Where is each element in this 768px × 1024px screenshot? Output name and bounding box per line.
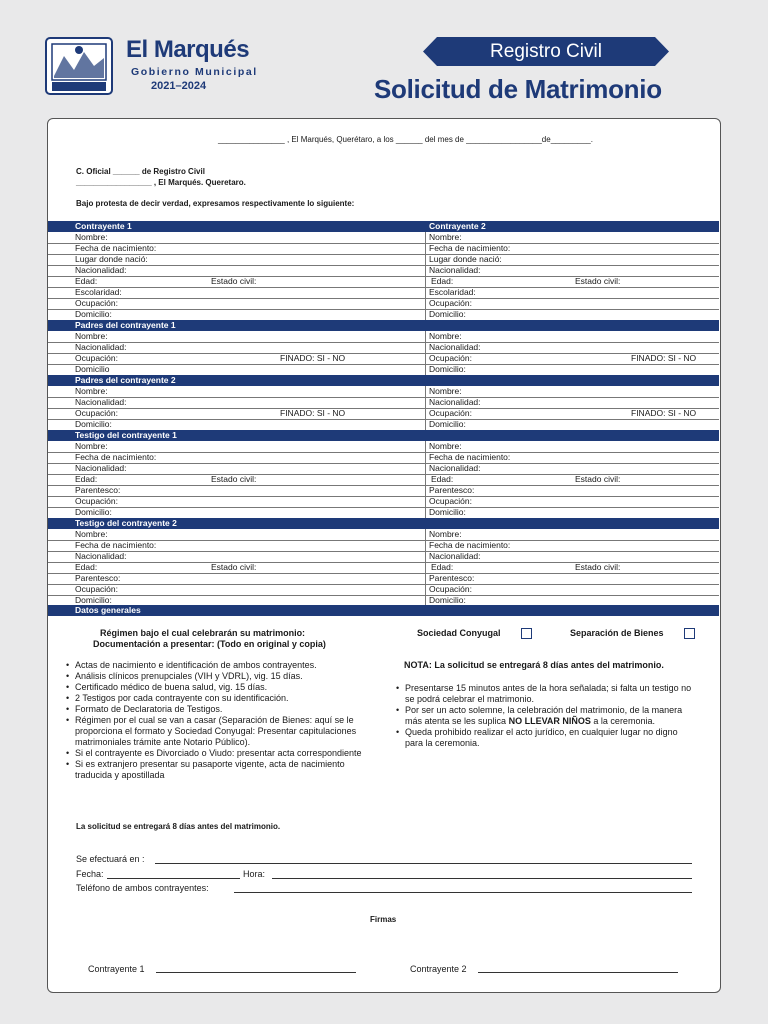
row-domicilio[interactable]: Domicilio: Domicilio: (48, 309, 719, 321)
row-nacionalidad[interactable]: Nacionalidad: Nacionalidad: (48, 265, 719, 277)
brand-name: El Marqués (126, 36, 250, 63)
list-item: • Por ser un acto solemne, la celebración del matrimonio, de la manera más atenta se les suplica NO LLEVAR NIÑOS a la ceremonia. (396, 705, 692, 727)
row-testigo2-ocupacion[interactable]: Ocupación: Ocupación: (48, 584, 719, 596)
list-item: • Actas de nacimiento e identificación de ambos contrayentes. (66, 660, 366, 671)
official-line-1[interactable]: C. Oficial ______ de Registro Civil (76, 167, 205, 176)
nota-text: NOTA: La solicitud se entregará 8 días antes del matrimonio. (404, 660, 664, 670)
row-testigo2-nacionalidad[interactable]: Nacionalidad: Nacionalidad: (48, 551, 719, 563)
telefono-field[interactable] (234, 892, 692, 893)
section-header-datos-generales: Datos generales (48, 605, 719, 616)
efectuara-field[interactable] (155, 863, 692, 864)
row-testigo2-domicilio[interactable]: Domicilio: Domicilio: (48, 595, 719, 607)
row-testigo1-nacionalidad[interactable]: Nacionalidad: Nacionalidad: (48, 463, 719, 475)
hora-field[interactable] (272, 878, 692, 879)
protest-statement: Bajo protesta de decir verdad, expresamos respectivamente lo siguiente: (76, 199, 355, 208)
list-item: • Si el contrayente es Divorciado o Viudo: presentar acta correspondiente (66, 748, 366, 759)
list-item: • 2 Testigos por cada contrayente con su identificación. (66, 693, 366, 704)
official-line-2[interactable]: _________________ , El Marqués. Queretaro. (76, 178, 246, 187)
sociedad-conyugal-label: Sociedad Conyugal (417, 628, 501, 638)
row-padres2-ocupacion[interactable]: Ocupación: FINADO: SI - NO Ocupación: FINADO: SI - NO (48, 408, 719, 420)
municipal-seal-icon (44, 36, 114, 96)
list-item: • Análisis clínicos prenupciales (VIH y VDRL), vig. 15 días. (66, 671, 366, 682)
signature-line-contrayente-2[interactable] (478, 972, 678, 973)
row-testigo2-edad[interactable]: Edad: Estado civil: Edad: Estado civil: (48, 562, 719, 574)
row-escolaridad[interactable]: Escolaridad: Escolaridad: (48, 287, 719, 299)
row-lugar-nacimiento[interactable]: Lugar donde nació: Lugar donde nació: (48, 254, 719, 266)
telefono-label: Teléfono de ambos contrayentes: (76, 883, 209, 893)
documentation-label: Documentación a presentar: (Todo en original y copia) (93, 639, 326, 649)
no-ninos-emphasis: NO LLEVAR NIÑOS (508, 716, 591, 726)
page-title: Solicitud de Matrimonio (374, 74, 662, 104)
row-testigo1-parentesco[interactable]: Parentesco: Parentesco: (48, 485, 719, 497)
signature-line-contrayente-1[interactable] (156, 972, 356, 973)
registro-civil-label: Registro Civil (490, 41, 602, 62)
section-header-contrayentes: Contrayente 1 Contrayente 2 (48, 221, 719, 232)
row-padres1-ocupacion[interactable]: Ocupación: FINADO: SI - NO Ocupación: FINADO: SI - NO (48, 353, 719, 365)
row-testigo1-domicilio[interactable]: Domicilio: Domicilio: (48, 507, 719, 519)
list-item: • Régimen por el cual se van a casar (Separación de Bienes: aquí se le proporciona el formato y Sociedad Conyugal: Presentar capitulaciones matrimoniales trámite ante Notario Público). (66, 715, 366, 748)
section-header-padres-2: Padres del contrayente 2 (48, 375, 719, 386)
row-edad[interactable]: Edad: Estado civil: Edad: Estado civil: (48, 276, 719, 288)
section-header-testigo-1: Testigo del contrayente 1 (48, 430, 719, 441)
row-padres2-domicilio[interactable]: Domicilio: Domicilio: (48, 419, 719, 431)
row-ocupacion[interactable]: Ocupación: Ocupación: (48, 298, 719, 310)
sociedad-conyugal-checkbox[interactable] (521, 628, 532, 639)
signature-label-contrayente-2: Contrayente 2 (410, 964, 467, 974)
date-line[interactable]: _______________ , El Marqués, Querétaro, a los ______ del mes de _________________de_________. (218, 135, 593, 144)
row-testigo2-parentesco[interactable]: Parentesco: Parentesco: (48, 573, 719, 585)
regimen-label: Régimen bajo el cual celebrarán su matrimonio: (100, 628, 306, 638)
section-header-testigo-2: Testigo del contrayente 2 (48, 518, 719, 529)
fecha-field[interactable] (107, 878, 240, 879)
list-item: • Formato de Declaratoria de Testigos. (66, 704, 366, 715)
documents-list (66, 660, 366, 781)
fecha-label: Fecha: (76, 869, 104, 879)
row-padres1-nombre[interactable]: Nombre: Nombre: (48, 331, 719, 343)
row-fecha-nacimiento[interactable]: Fecha de nacimiento: Fecha de nacimiento: (48, 243, 719, 255)
row-testigo1-edad[interactable]: Edad: Estado civil: Edad: Estado civil: (48, 474, 719, 486)
hora-label: Hora: (243, 869, 266, 879)
row-testigo1-nombre[interactable]: Nombre: Nombre: (48, 441, 719, 453)
row-padres2-nombre[interactable]: Nombre: Nombre: (48, 386, 719, 398)
list-item: • Presentarse 15 minutos antes de la hora señalada; si falta un testigo no se podrá celebrar el matrimonio. (396, 683, 692, 705)
separacion-bienes-label: Separación de Bienes (570, 628, 664, 638)
firmas-heading: Firmas (370, 915, 397, 924)
row-padres2-nacionalidad[interactable]: Nacionalidad: Nacionalidad: (48, 397, 719, 409)
row-testigo1-ocupacion[interactable]: Ocupación: Ocupación: (48, 496, 719, 508)
delivery-note: La solicitud se entregará 8 días antes del matrimonio. (76, 822, 281, 831)
signature-label-contrayente-1: Contrayente 1 (88, 964, 145, 974)
row-padres1-nacionalidad[interactable]: Nacionalidad: Nacionalidad: (48, 342, 719, 354)
government-years: 2021–2024 (151, 80, 207, 92)
efectuara-label: Se efectuará en : (76, 854, 145, 864)
list-item: • Certificado médico de buena salud, vig. 15 días. (66, 682, 366, 693)
section-header-padres-1: Padres del contrayente 1 (48, 320, 719, 331)
row-testigo1-fecha[interactable]: Fecha de nacimiento: Fecha de nacimiento: (48, 452, 719, 464)
row-padres1-domicilio[interactable]: Domicilio Domicilio: (48, 364, 719, 376)
notes-list (396, 683, 692, 749)
separacion-bienes-checkbox[interactable] (684, 628, 695, 639)
row-testigo2-nombre[interactable]: Nombre: Nombre: (48, 529, 719, 541)
row-nombre[interactable]: Nombre: Nombre: (48, 232, 719, 244)
list-item: • Si es extranjero presentar su pasaporte vigente, acta de nacimiento traducida y apostillada (66, 759, 366, 781)
row-testigo2-fecha[interactable]: Fecha de nacimiento: Fecha de nacimiento: (48, 540, 719, 552)
government-label: Gobierno Municipal (131, 66, 258, 78)
list-item: • Queda prohibido realizar el acto jurídico, en cualquier lugar no digno para la ceremonia. (396, 727, 692, 749)
